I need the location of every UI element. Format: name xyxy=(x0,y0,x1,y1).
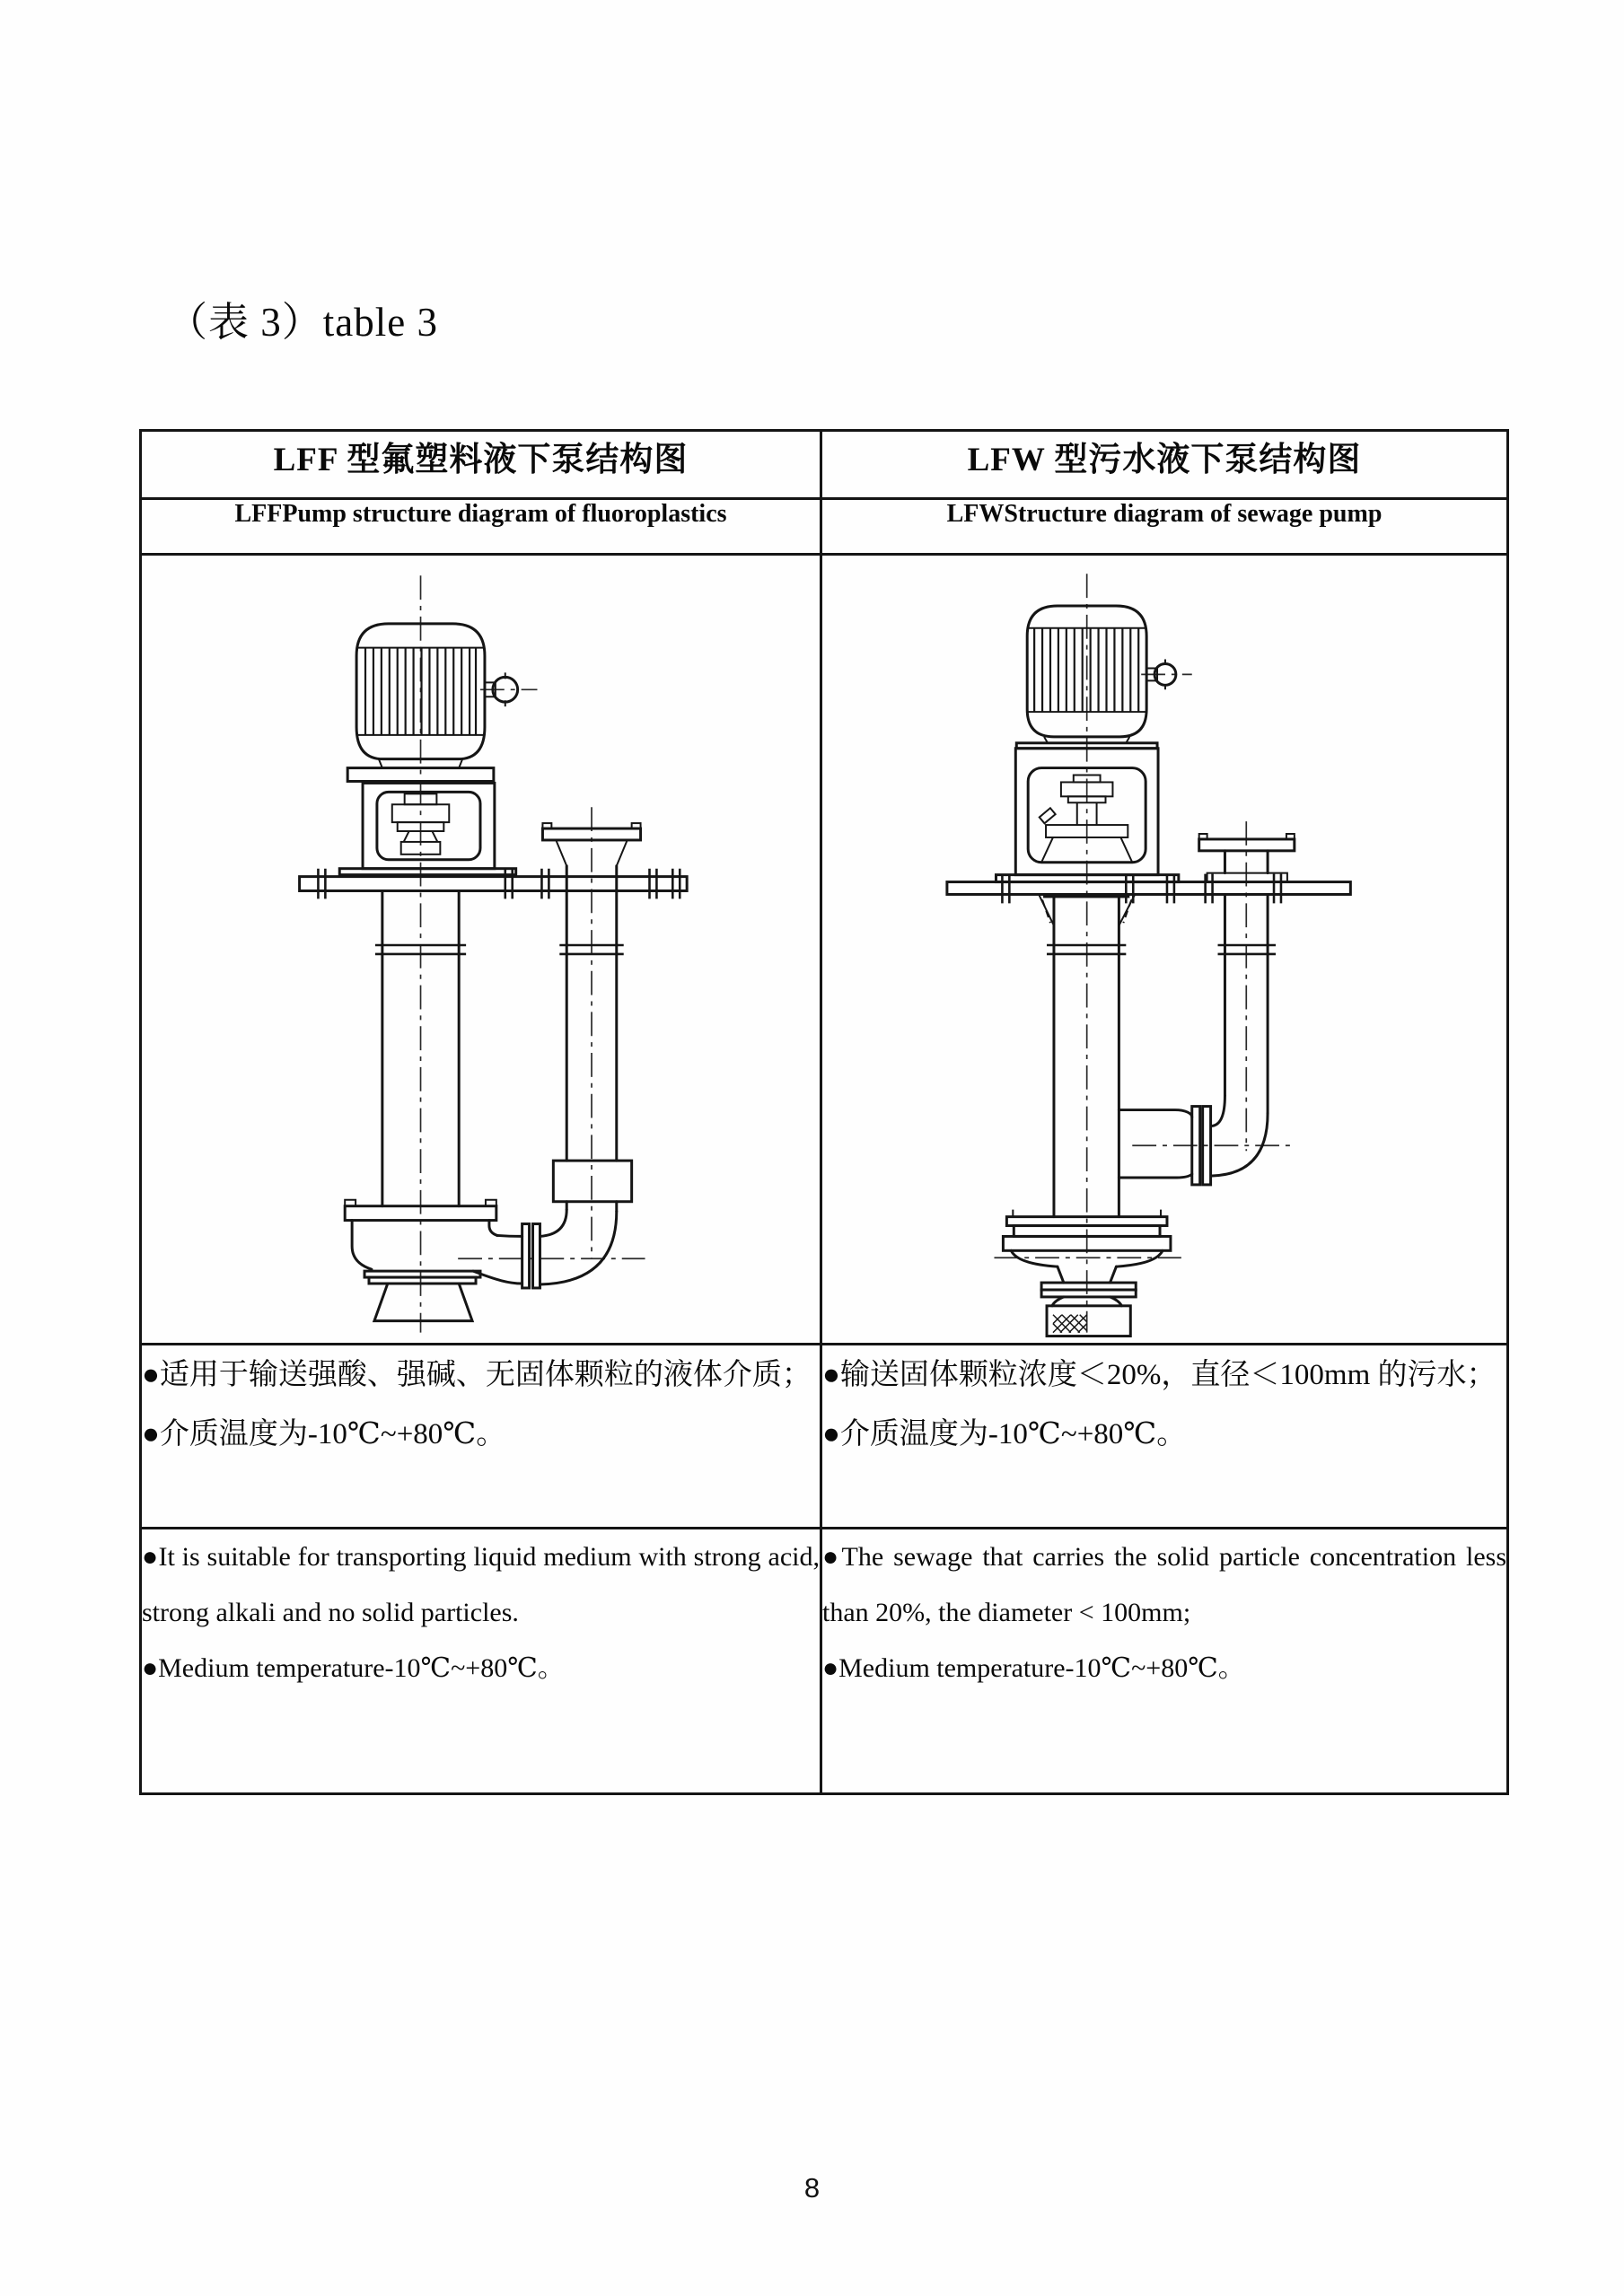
lff-discharge-pipe xyxy=(522,823,641,1288)
lff-baseplate xyxy=(300,869,688,899)
lff-pump-diagram xyxy=(142,556,817,1337)
lfw-notes-cn xyxy=(821,1345,1508,1529)
lff-notes-en xyxy=(141,1529,821,1794)
lfw-note-en-2: ●Medium temperature-10℃~+80℃。 xyxy=(822,1653,1245,1683)
lff-header-en: LFFPump structure diagram of fluoroplastics xyxy=(141,499,821,555)
lfw-header-cn: LFW 型污水液下泵结构图 xyxy=(821,431,1508,499)
lff-support-stand xyxy=(339,759,515,875)
lfw-diagram-cell xyxy=(821,555,1508,1345)
pump-spec-table xyxy=(139,429,1509,1795)
lff-motor xyxy=(356,624,485,759)
page-number: 8 xyxy=(803,2172,821,2204)
lff-note-en-2: ●Medium temperature-10℃~+80℃。 xyxy=(142,1653,565,1683)
lff-diagram-cell xyxy=(141,555,821,1345)
lff-note-cn-1: ●适用于输送强酸、强碱、无固体颗粒的液体介质； xyxy=(142,1359,812,1391)
lfw-header-en: LFWStructure diagram of sewage pump xyxy=(821,499,1508,555)
lfw-baseplate xyxy=(947,874,1350,904)
lff-notes-cn xyxy=(141,1345,821,1529)
notes-row-cn xyxy=(141,1345,1508,1529)
lfw-note-cn-2: ●介质温度为-10℃~+80℃。 xyxy=(822,1418,1187,1450)
lfw-suction-strainer-mesh xyxy=(1053,1315,1087,1333)
lfw-notes-en xyxy=(821,1529,1508,1794)
lfw-pump-diagram xyxy=(822,556,1504,1337)
lff-note-cn-2: ●介质温度为-10℃~+80℃。 xyxy=(142,1418,506,1450)
header-row-en xyxy=(141,499,1508,555)
notes-row-en xyxy=(141,1529,1508,1794)
page-title: （表 3）table 3 xyxy=(167,300,438,345)
lff-header-cn: LFF 型氟塑料液下泵结构图 xyxy=(141,431,821,499)
diagram-row xyxy=(141,555,1508,1345)
lfw-discharge-pipe xyxy=(1119,834,1294,1185)
lff-volute-casing xyxy=(345,1200,522,1321)
header-row-cn xyxy=(141,431,1508,499)
lfw-note-en-1: ●The sewage that carries the solid particle concentration less than 20%, the diameter < 100mm; xyxy=(822,1542,1506,1627)
lfw-note-cn-1: ●输送固体颗粒浓度＜20%，直径＜100mm 的污水； xyxy=(822,1359,1497,1391)
lff-note-en-1: ●It is suitable for transporting liquid medium with strong acid, strong alkali and no solid particles. xyxy=(142,1542,820,1627)
